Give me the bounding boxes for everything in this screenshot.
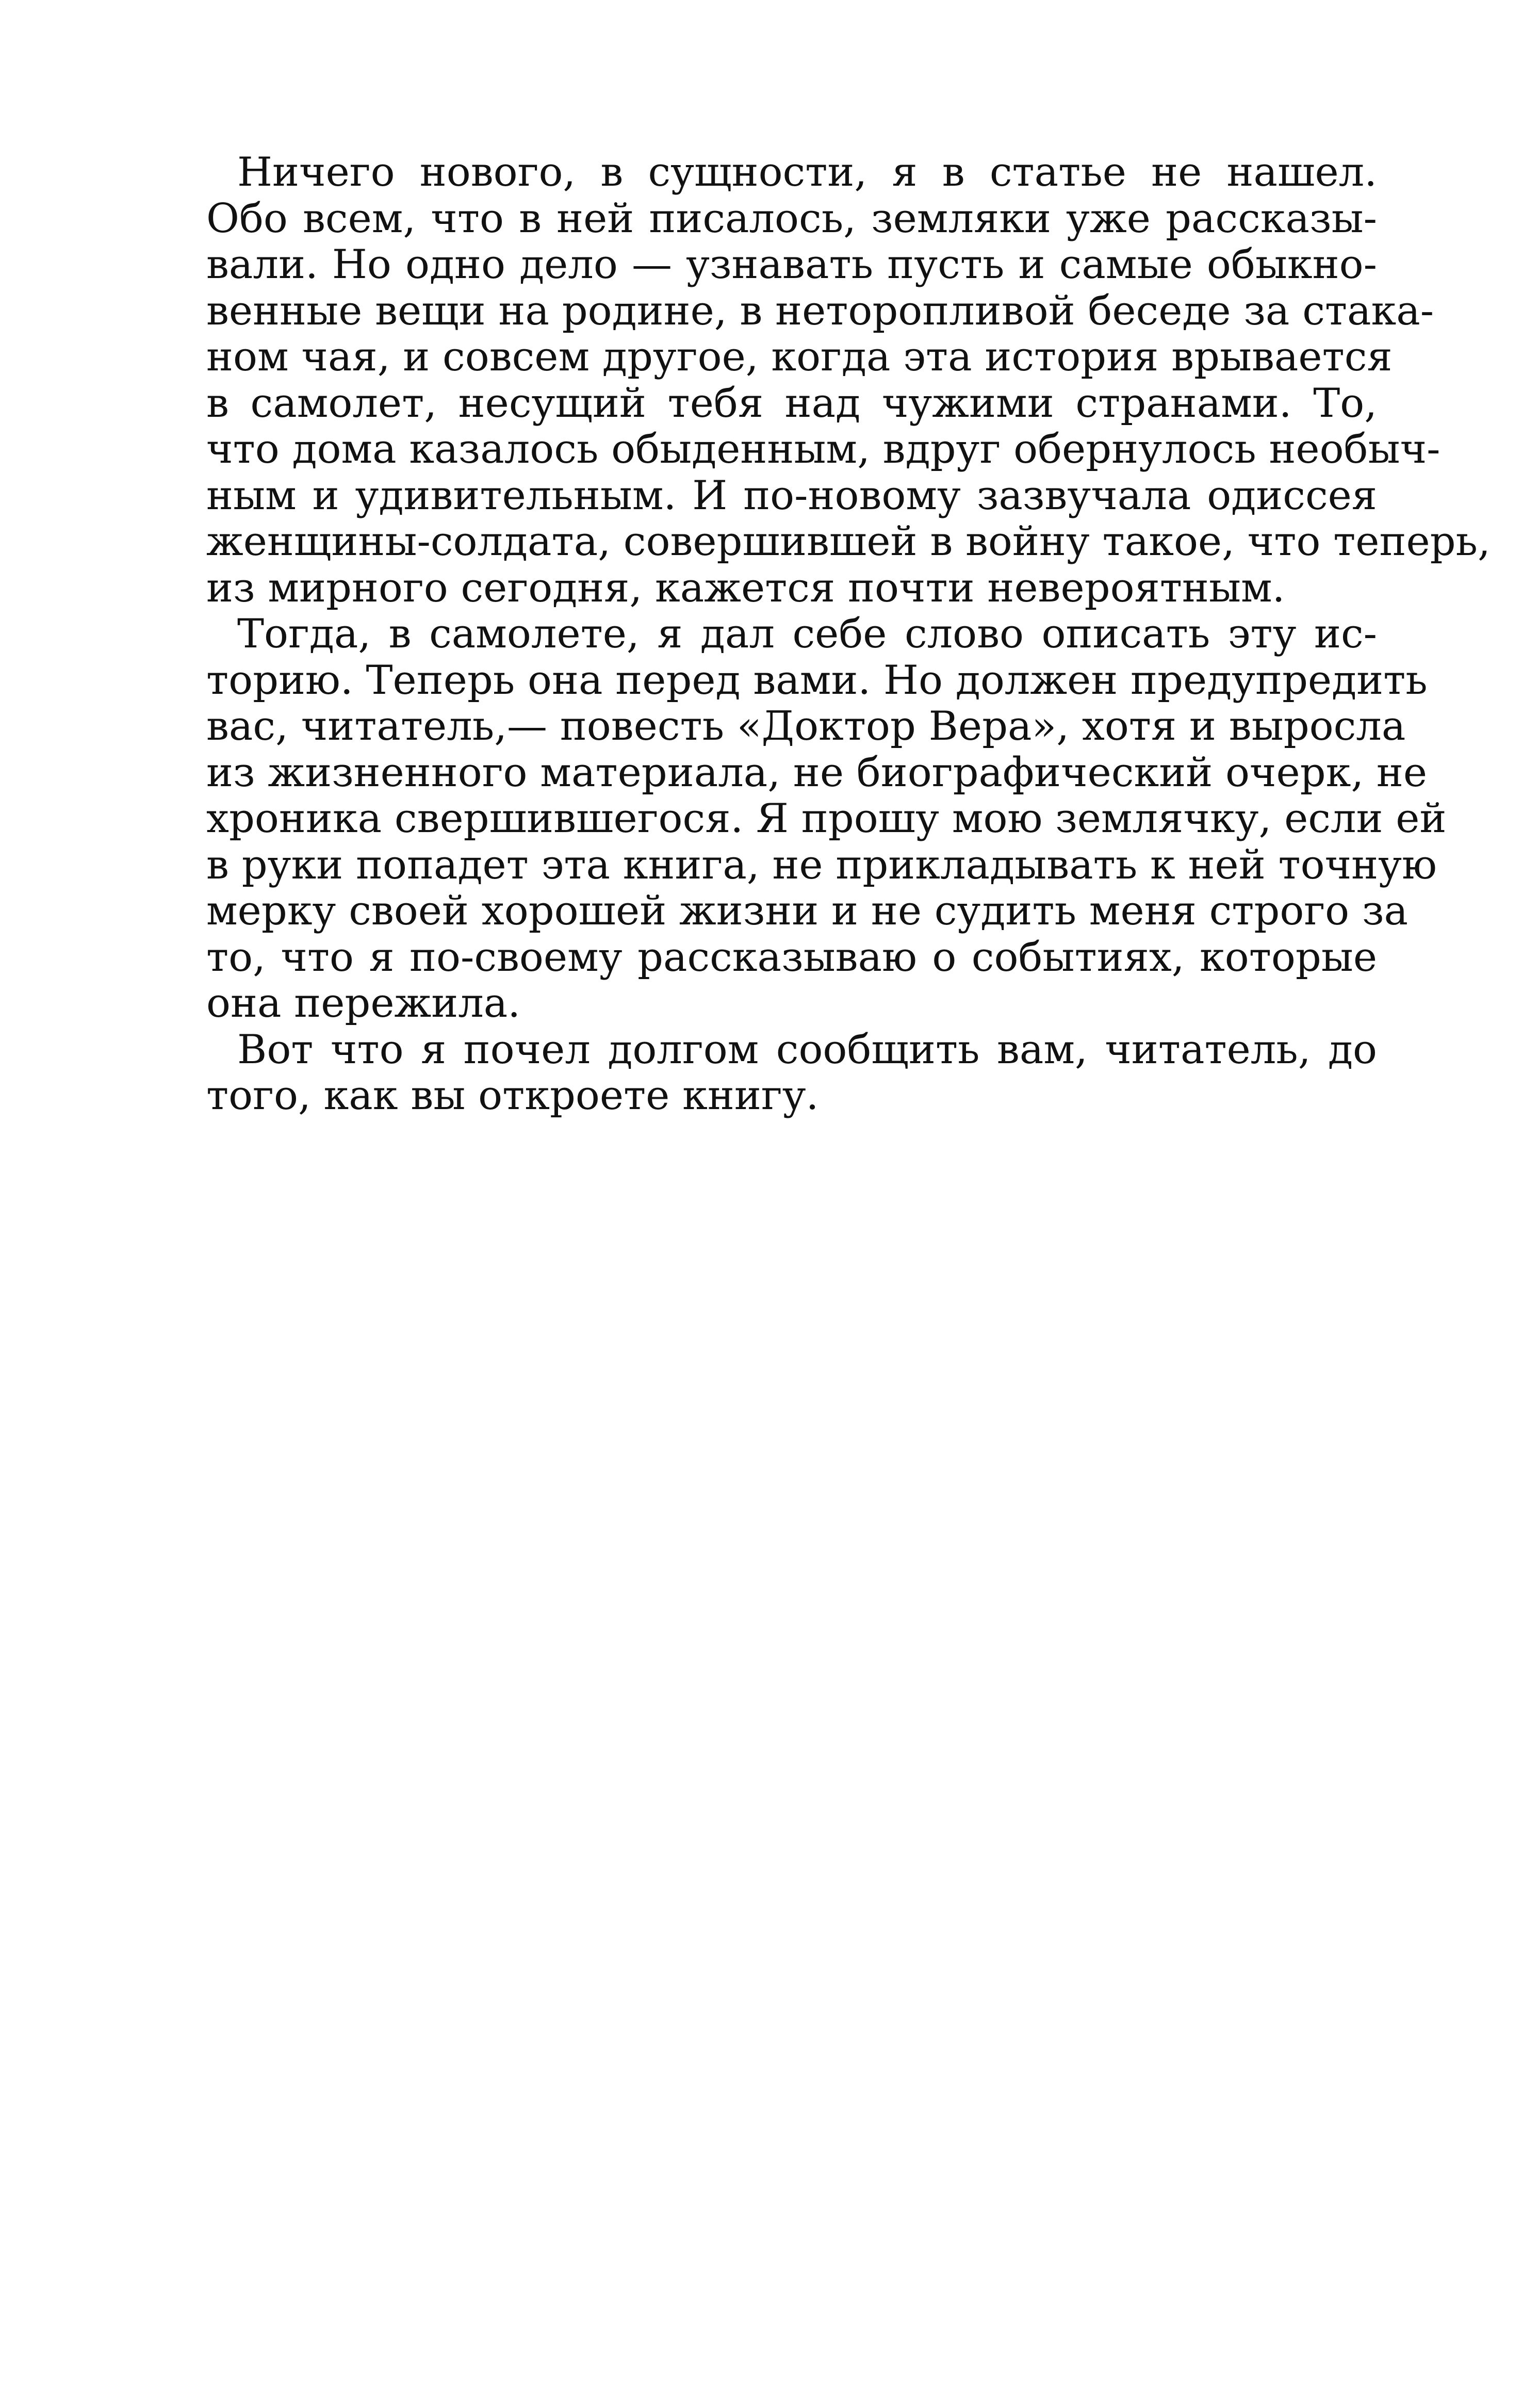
text-line: она пережила. (206, 980, 521, 1027)
text-line: в руки попадет эта книга, не прикладывать к ней точную (206, 841, 1437, 888)
text-line: мерку своей хорошей жизни и не судить меня строго за (206, 888, 1408, 934)
text-line: венные вещи на родине, в неторопливой беседе за стака- (206, 287, 1434, 334)
text-line: вали. Но одно дело — узнавать пусть и самые обыкно- (206, 241, 1377, 288)
text-line: хроника свершившегося. Я прошу мою землячку, если ей (206, 795, 1447, 842)
text-line: вас, читатель,— повесть «Доктор Вера», хотя и выросла (206, 703, 1406, 750)
text-line: Ничего нового, в сущности, я в статье не нашел. (237, 149, 1377, 196)
text-line: в самолет, несущий тебя над чужими странами. То, (206, 380, 1377, 427)
text-line: Вот что я почел долгом сообщить вам, читатель, до (237, 1026, 1377, 1073)
text-line: торию. Теперь она перед вами. Но должен предупредить (206, 657, 1428, 704)
text-line: Тогда, в самолете, я дал себе слово описать эту ис- (237, 611, 1377, 657)
text-line: ным и удивительным. И по-новому зазвучала одиссея (206, 472, 1377, 519)
paragraph-3 (206, 1027, 1377, 1119)
body-text (206, 149, 1491, 1119)
text-line: что дома казалось обыденным, вдруг обернулось необыч- (206, 426, 1440, 473)
text-line: из жизненного материала, не биографический очерк, не (206, 749, 1428, 796)
text-line: ном чая, и совсем другое, когда эта история врывается (206, 334, 1393, 380)
text-line: то, что я по-своему рассказываю о событиях, которые (206, 934, 1377, 981)
paragraph-1 (206, 149, 1491, 611)
text-line: из мирного сегодня, кажется почти невероятным. (206, 564, 1285, 611)
text-line: того, как вы откроете книгу. (206, 1072, 819, 1119)
paragraph-2 (206, 611, 1447, 1027)
text-line: женщины-солдата, совершившей в войну такое, что теперь, (206, 518, 1491, 565)
text-line: Обо всем, что в ней писалось, земляки уже рассказы- (206, 195, 1377, 242)
